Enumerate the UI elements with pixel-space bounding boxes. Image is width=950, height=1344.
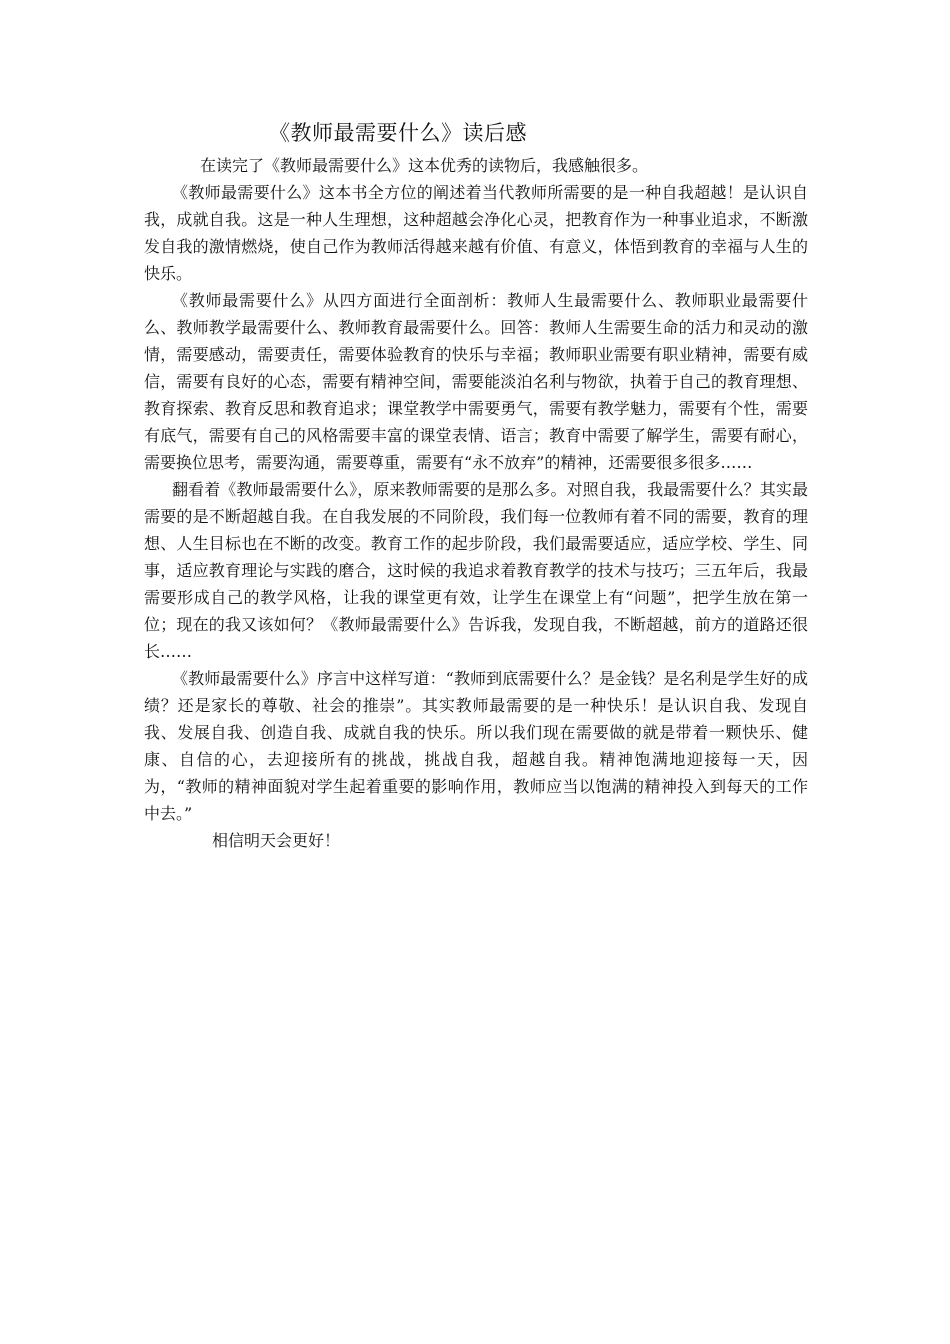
- document-title: 《教师最需要什么》读后感: [269, 121, 527, 145]
- document-page: [144, 118, 808, 854]
- paragraph-closing: 相信明天会更好！: [212, 831, 341, 850]
- paragraph-four-aspects: 《教师最需要什么》从四方面进行全面剖析：教师人生最需要什么、教师职业最需要什么、教师教学最需要什么、教师教育最需要什么。回答：教师人生需要生命的活力和灵动的激情，需要感动，需要责任，需要体验教育的快乐与幸福；教师职业需要有职业精神，需要有威信，需要有良好的心态，需要有精神空间，需要能淡泊名利与物欲，执着于自己的教育理想、教育探索、教育反思和教育追求；课堂教学中需要勇气，需要有教学魅力，需要有个性，需要有底气，需要有自己的风格需要丰富的课堂表情、语言；教育中需要了解学生，需要有耐心，需要换位思考，需要沟通，需要尊重，需要有“永不放弃”的精神，还需要很多很多……: [144, 291, 808, 472]
- paragraph-preface-quote: 《教师最需要什么》序言中这样写道：“教师到底需要什么？是金钱？是名利是学生好的成绩？还是家长的尊敬、社会的推崇”。其实教师最需要的是一种快乐！是认识自我、发现自我、发展自我、创造自我、成就自我的快乐。所以我们现在需要做的就是带着一颗快乐、健康、自信的心，去迎接所有的挑战，挑战自我，超越自我。精神饱满地迎接每一天，因为，“教师的精神面貌对学生起着重要的影响作用，教师应当以饱满的精神投入到每天的工作中去。”: [144, 669, 808, 823]
- paragraph-self-transcendence: 《教师最需要什么》这本书全方位的阐述着当代教师所需要的是一种自我超越！是认识自我，成就自我。这是一种人生理想，这种超越会净化心灵，把教育作为一种事业追求，不断激发自我的激情燃烧，使自己作为教师活得越来越有价值、有意义，体悟到教育的幸福与人生的快乐。: [144, 183, 808, 283]
- paragraph-reflection: 翻看着《教师最需要什么》，原来教师需要的是那么多。对照自我，我最需要什么？其实最需要的是不断超越自我。在自我发展的不同阶段，我们每一位教师有着不同的需要，教育的理想、人生目标也在不断的改变。教育工作的起步阶段，我们最需要适应，适应学校、学生、同事，适应教育理论与实践的磨合，这时候的我追求着教育教学的技术与技巧；三五年后，我最需要形成自己的教学风格，让我的课堂更有效，让学生在课堂上有“问题”，把学生放在第一位；现在的我又该如何？《教师最需要什么》告诉我，发现自我，不断超越，前方的道路还很长……: [144, 480, 808, 661]
- paragraph-intro: 在读完了《教师最需要什么》这本优秀的读物后，我感触很多。: [200, 156, 649, 175]
